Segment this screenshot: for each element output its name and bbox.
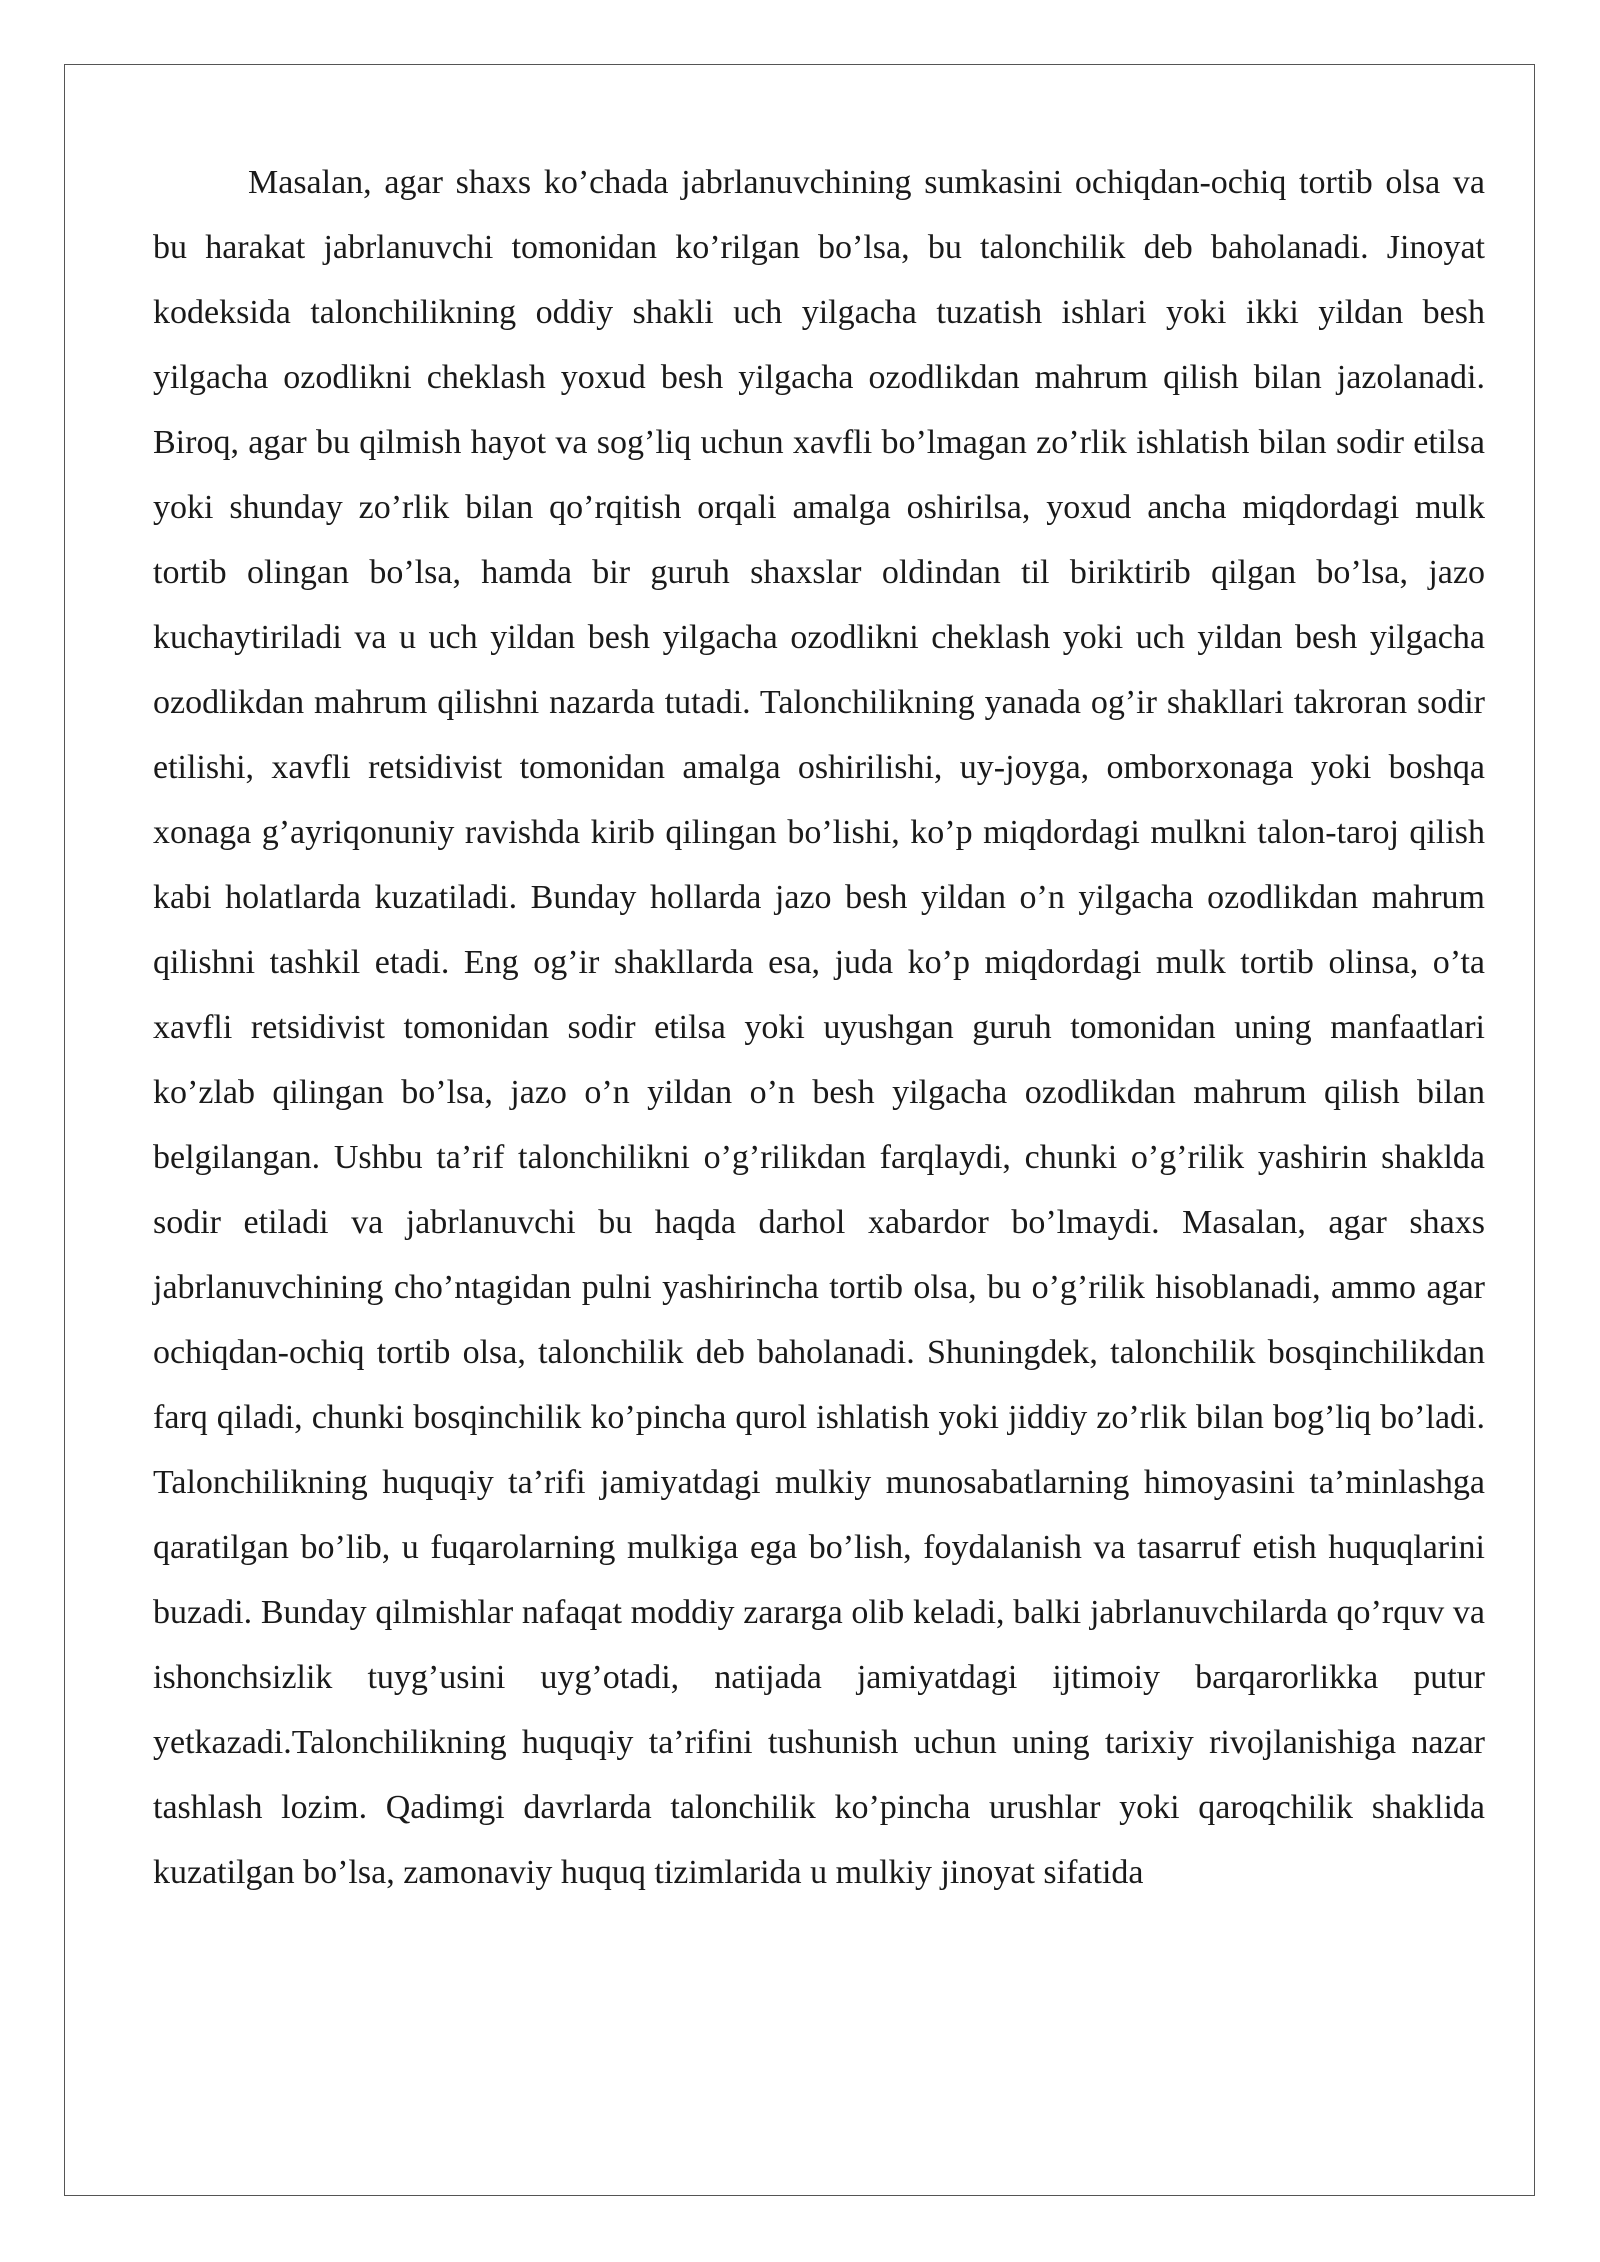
body-paragraph: Masalan, agar shaxs ko’chada jabrlanuvchining sumkasini ochiqdan-ochiq tortib olsa va bu harakat jabrlanuvchi tomonidan ko’rilgan bo’lsa, bu talonchilik deb baholanadi. Jinoyat kodeksida talonchilikning oddiy shakli uch yilgacha tuzatish ishlari yoki ikki yildan besh yilgacha ozodlikni cheklash yoxud besh yilgacha ozodlikdan mahrum qilish bilan jazolanadi. Biroq, agar bu qilmish hayot va sog’liq uchun xavfli bo’lmagan zo’rlik ishlatish bilan sodir etilsa yoki shunday zo’rlik bilan qo’rqitish orqali amalga oshirilsa, yoxud ancha miqdordagi mulk tortib olingan bo’lsa, hamda bir guruh shaxslar oldindan til biriktirib qilgan bo’lsa, jazo kuchaytiriladi va u uch yildan besh yilgacha ozodlikni cheklash yoki uch yildan besh yilgacha ozodlikdan mahrum qilishni nazarda tutadi. Talonchilikning yanada og’ir shakllari takroran sodir etilishi, xavfli retsidivist tomonidan amalga oshirilishi, uy-joyga, omborxonaga yoki boshqa xonaga g’ayriqonuniy ravishda kirib qilingan bo’lishi, ko’p miqdordagi mulkni talon-taroj qilish kabi holatlarda kuzatiladi. Bunday hollarda jazo besh yildan o’n yilgacha ozodlikdan mahrum qilishni tashkil etadi. Eng og’ir shakllarda esa, juda ko’p miqdordagi mulk tortib olinsa, o’ta xavfli retsidivist tomonidan sodir etilsa yoki uyushgan guruh tomonidan uning manfaatlari ko’zlab qilingan bo’lsa, jazo o’n yildan o’n besh yilgacha ozodlikdan mahrum qilish bilan belgilangan. Ushbu ta’rif talonchilikni o’g’rilikdan farqlaydi, chunki o’g’rilik yashirin shaklda sodir etiladi va jabrlanuvchi bu haqda darhol xabardor bo’lmaydi. Masalan, agar shaxs jabrlanuvchining cho’ntagidan pulni yashirincha tortib olsa, bu o’g’rilik hisoblanadi, ammo agar ochiqdan-ochiq tortib olsa, talonchilik deb baholanadi. Shuningdek, talonchilik bosqinchilikdan farq qiladi, chunki bosqinchilik ko’pincha qurol ishlatish yoki jiddiy zo’rlik bilan bog’liq bo’ladi. Talonchilikning huquqiy ta’rifi jamiyatdagi mulkiy munosabatlarning himoyasini ta’minlashga qaratilgan bo’lib, u fuqarolarning mulkiga ega bo’lish, foydalanish va tasarruf etish huquqlarini buzadi. Bunday qilmishlar nafaqat moddiy zararga olib keladi, balki jabrlanuvchilarda qo’rquv va ishonchsizlik tuyg’usini uyg’otadi, natijada jamiyatdagi ijtimoiy barqarorlikka putur yetkazadi.Talonchilikning huquqiy ta’rifini tushunish uchun uning tarixiy rivojlanishiga nazar tashlash lozim. Qadimgi davrlarda talonchilik ko’pincha urushlar yoki qaroqchilik shaklida kuzatilgan bo’lsa, zamonaviy huquq tizimlarida u mulkiy jinoyat sifatida xyxy=(153,164,1485,1891)
